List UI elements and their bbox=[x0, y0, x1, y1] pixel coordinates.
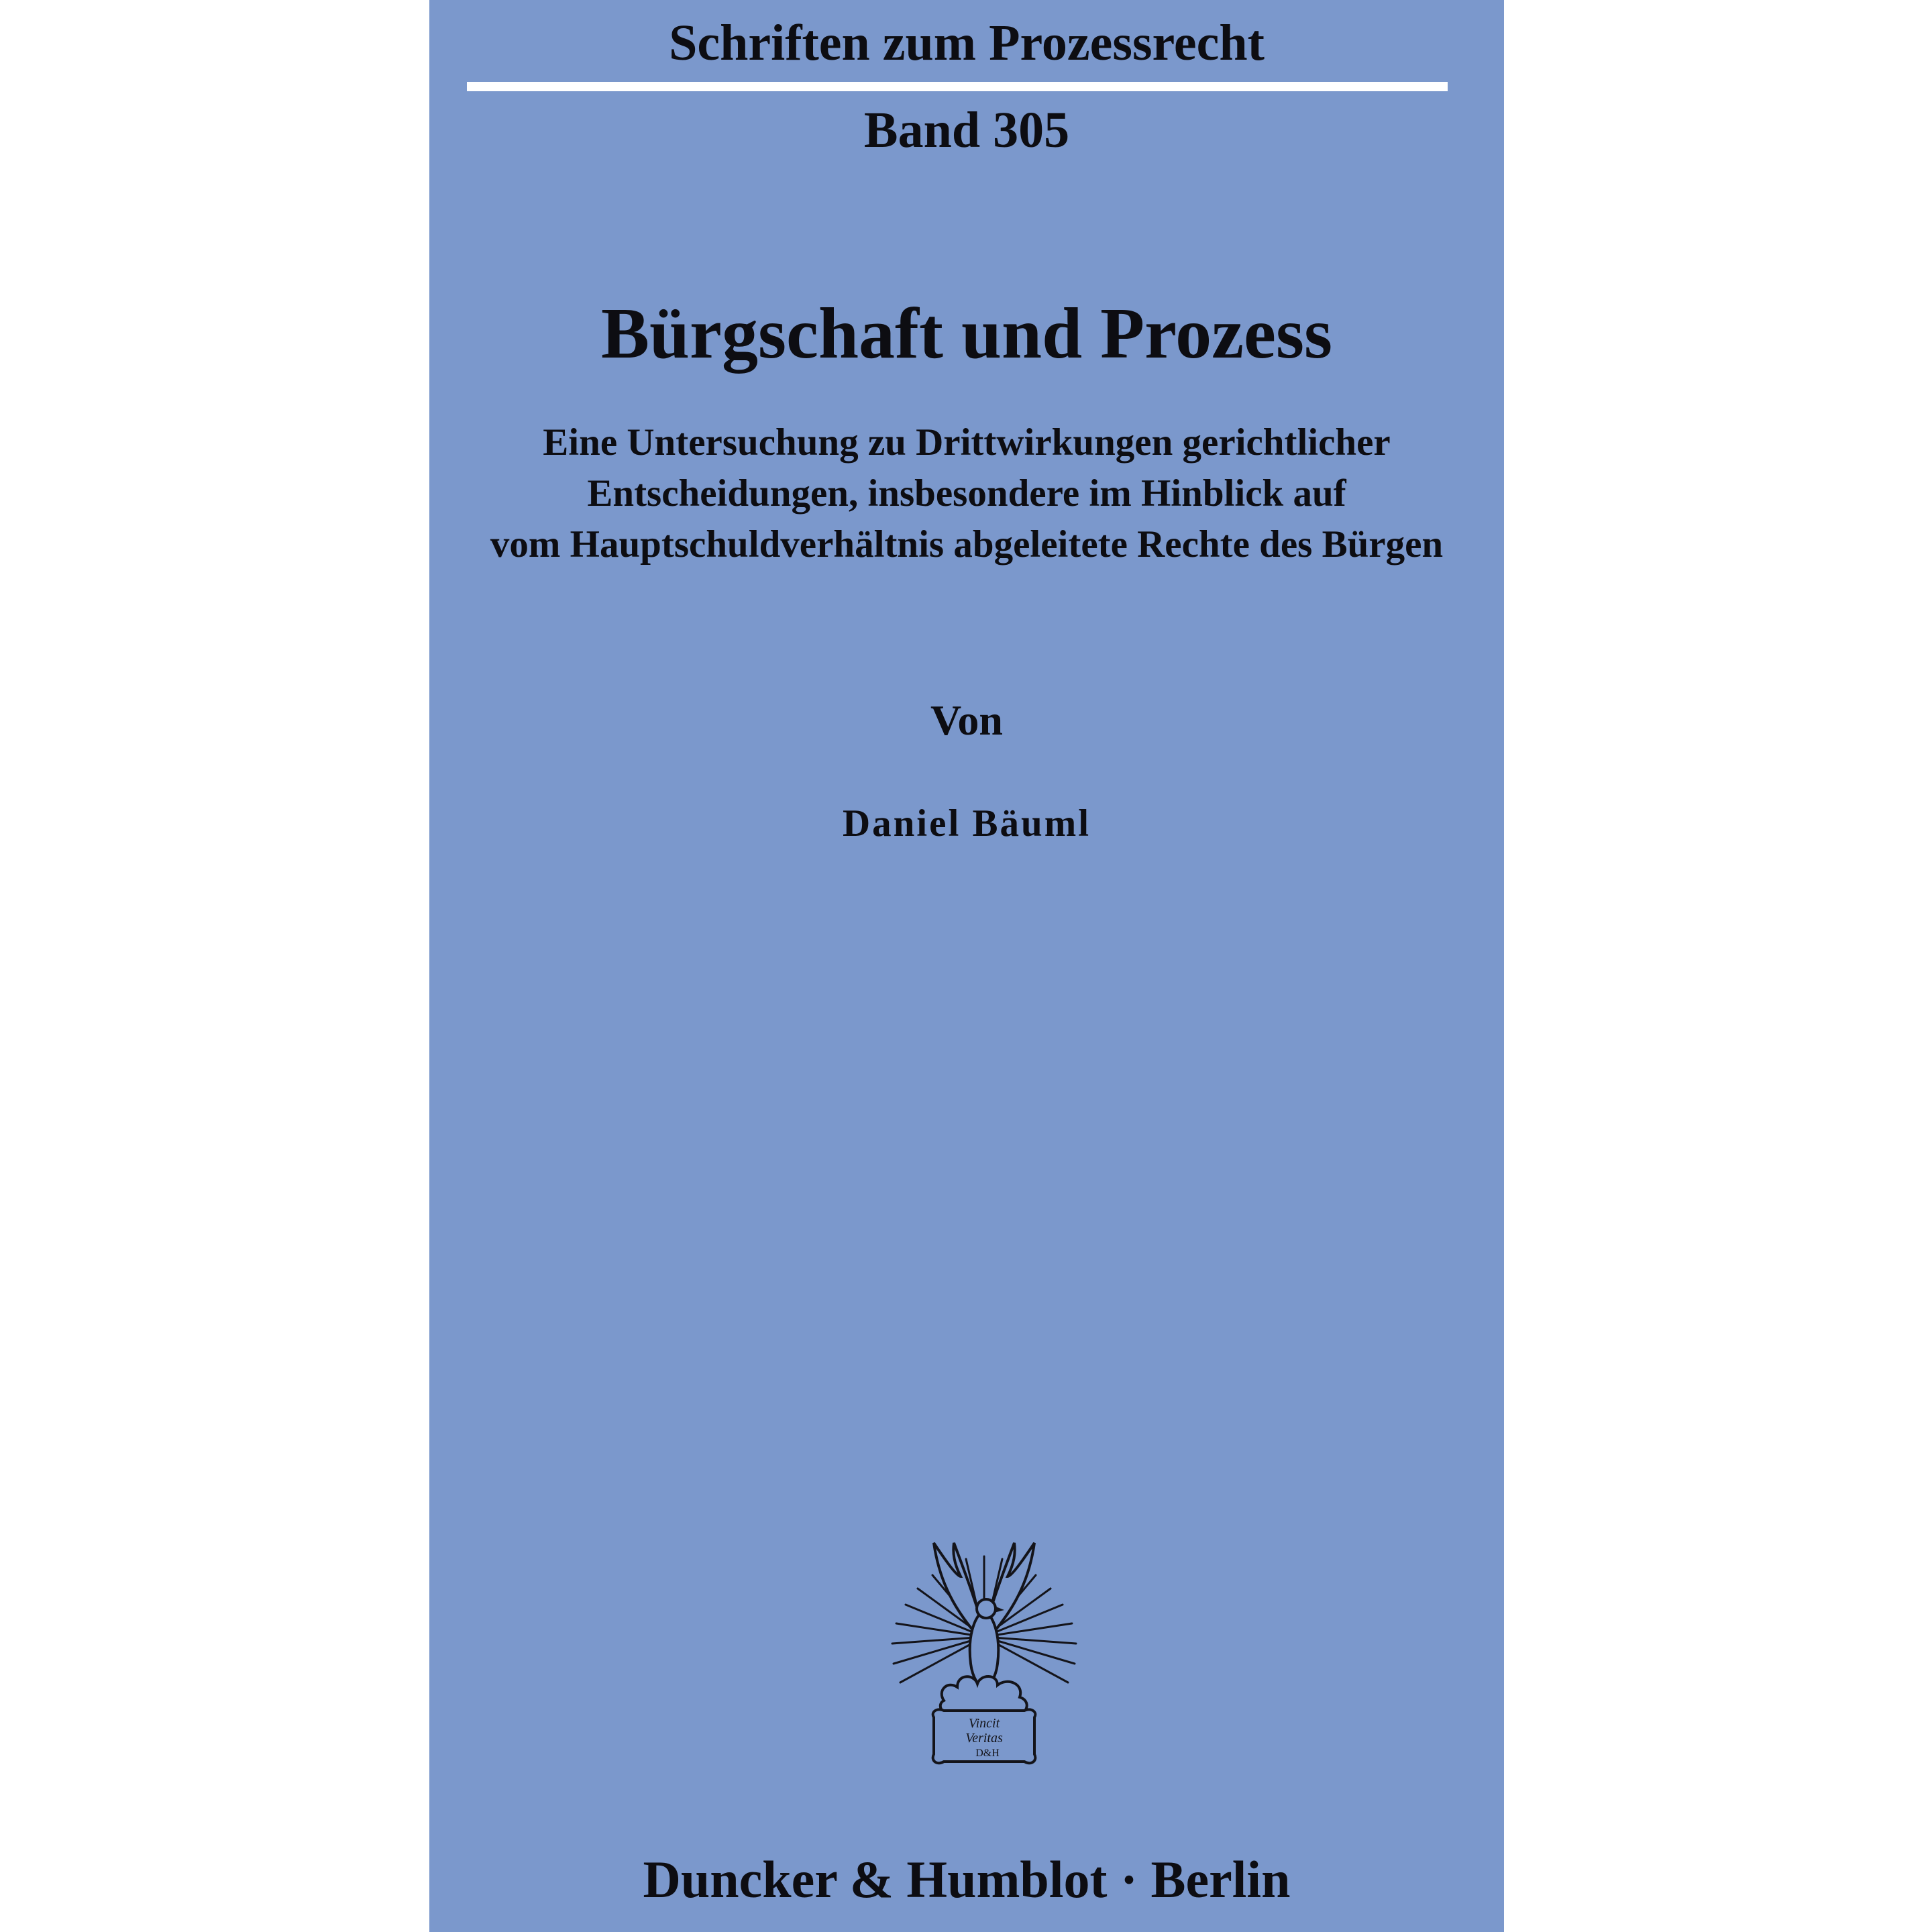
publisher-imprint: Duncker & Humblot · Berlin bbox=[643, 1850, 1291, 1909]
author-name: Daniel Bäuml bbox=[842, 802, 1091, 845]
subtitle-line: vom Hauptschuldverhältnis abgeleitete Rechte des Bürgen bbox=[490, 523, 1444, 566]
svg-text:Veritas: Veritas bbox=[965, 1731, 1003, 1746]
subtitle-line: Entscheidungen, insbesondere im Hinblick auf bbox=[587, 472, 1346, 515]
by-label: Von bbox=[930, 696, 1003, 744]
book-subtitle bbox=[429, 417, 1504, 570]
volume-number: Band 305 bbox=[863, 102, 1070, 158]
svg-text:D&H: D&H bbox=[975, 1748, 1000, 1759]
subtitle-line: Eine Untersuchung zu Drittwirkungen gerichtlicher bbox=[543, 421, 1391, 464]
book-cover bbox=[429, 0, 1504, 1932]
svg-text:Vincit: Vincit bbox=[968, 1716, 1000, 1731]
series-divider bbox=[467, 82, 1448, 91]
series-title: Schriften zum Prozessrecht bbox=[669, 15, 1265, 71]
phoenix-publisher-emblem-icon bbox=[887, 1536, 1081, 1771]
book-title: Bürgschaft und Prozess bbox=[600, 294, 1333, 374]
